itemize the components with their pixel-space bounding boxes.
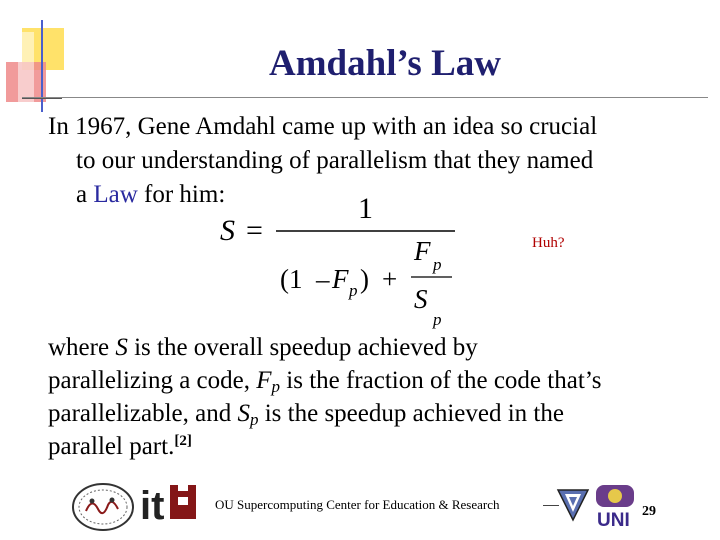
formula-den-close: ) <box>360 264 369 294</box>
shield-logo-icon <box>556 488 590 522</box>
it-ou-logo <box>140 481 202 525</box>
intro-line-1: In 1967, Gene Amdahl came up with an idea so crucial <box>48 113 598 140</box>
intro-line-3-post: for him: <box>137 181 226 208</box>
formula-frac-den-sub: p <box>433 310 442 329</box>
slide-footer <box>0 478 720 538</box>
desc-l3-b: is the speedup achieved in the <box>258 400 564 427</box>
description-line-4 <box>48 430 708 463</box>
formula-den-var: F <box>332 264 349 294</box>
page-number: 29 <box>642 504 656 519</box>
formula-den-sub: p <box>349 281 358 300</box>
huh-annotation: Huh? <box>532 235 565 251</box>
desc-var-s: S <box>115 334 128 361</box>
desc-l1-b: is the overall speedup achieved by <box>127 334 478 361</box>
formula-lhs: S <box>220 214 235 247</box>
citation-ref[interactable]: [2] <box>174 433 192 449</box>
dancers-seal-logo <box>70 481 136 533</box>
formula-minus: – <box>316 264 330 294</box>
uni-logo-text: UNI <box>597 510 630 529</box>
formula-den-open: (1 <box>280 264 303 294</box>
intro-line-2: to our understanding of parallelism that they named <box>76 147 594 174</box>
desc-var-f: F <box>256 367 272 394</box>
formula-plus: + <box>382 264 398 294</box>
desc-l1-a: where <box>48 334 116 361</box>
intro-line-3-pre: a <box>76 181 94 208</box>
description-line-2 <box>48 364 708 397</box>
description-line-3 <box>48 397 708 430</box>
law-link[interactable]: Law <box>93 181 138 208</box>
title-underline <box>22 97 708 98</box>
desc-l2-a: parallelizing a code, <box>48 367 257 394</box>
desc-l2-b: is the fraction of the code that’s <box>280 367 602 394</box>
uni-logo <box>594 483 636 529</box>
formula-frac-num: F <box>414 236 431 266</box>
formula-numerator: 1 <box>358 192 373 225</box>
amdahl-formula <box>218 190 468 330</box>
formula-frac-num-sub: p <box>433 255 442 274</box>
desc-var-f-sub: p <box>271 377 281 396</box>
description-paragraph <box>48 331 708 463</box>
slide-title: Amdahl’s Law <box>269 43 501 84</box>
desc-l4-a: parallel part. <box>48 433 175 460</box>
formula-equals: = <box>246 214 263 247</box>
description-line-1 <box>48 331 708 364</box>
desc-var-sp-sub: p <box>249 410 259 429</box>
desc-var-sp: S <box>237 400 250 427</box>
formula-frac-den: S <box>414 284 428 314</box>
footer-organization: OU Supercomputing Center for Education & Research <box>215 497 500 512</box>
it-logo-text: it <box>140 484 165 525</box>
desc-l3-a: parallelizable, and <box>48 400 238 427</box>
